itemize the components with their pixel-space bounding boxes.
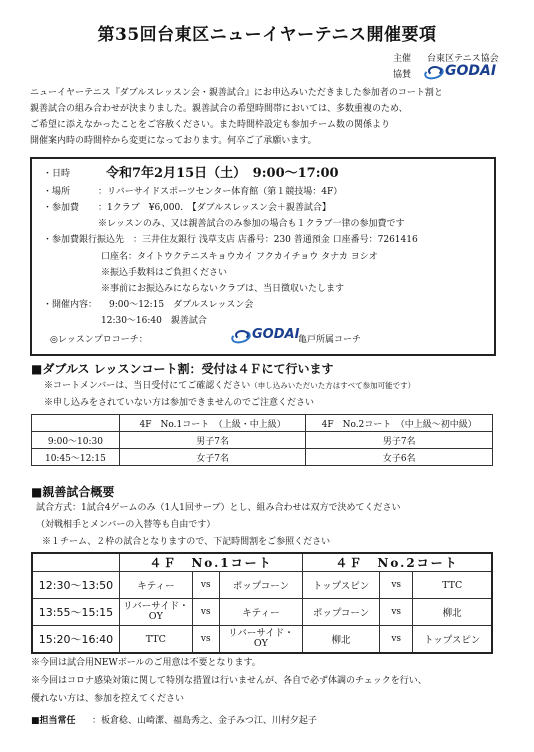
court-2-header: ４Ｆ No.2コート: [303, 553, 492, 572]
date-value: 令和7年2月15日（土） 9:00～17:00: [106, 166, 339, 181]
team-cell: TTC: [413, 572, 492, 599]
godai-logo: [424, 63, 496, 79]
table-row: [32, 432, 493, 449]
match-time: 12:30～13:50: [32, 572, 119, 599]
match-time: 13:55～15:15: [32, 599, 119, 626]
match-schedule-table: [31, 552, 493, 654]
vs-label: vs: [380, 572, 413, 599]
table-row: [32, 626, 492, 654]
table-cell: 男子7名: [306, 432, 493, 449]
team-cell: ポップコーン: [219, 572, 302, 599]
table-cell: 女子6名: [306, 449, 493, 466]
matches-line-3: ※１チーム、２枠の試合となりますので、下記時間割をご参照ください: [42, 537, 331, 547]
date-label: ・日時: [43, 169, 71, 179]
table-cell: 男子7名: [119, 432, 306, 449]
staff-names: ：板倉稔、山崎潔、福島秀之、金子みつ江、川村夕起子: [92, 716, 317, 726]
place-value: ：リバーサイドスポーツセンター体育館（第１競技場：4F）: [98, 187, 343, 197]
lesson-court-table: [31, 414, 493, 466]
note-health-2: 優れない方は、参加を控えてください: [31, 694, 185, 704]
team-cell: キティー: [219, 599, 302, 626]
bank-note-fee: ※振込手数料はご負担ください: [101, 268, 228, 278]
matches-line-2: （対戦相手とメンバーの入替等も自由です）: [36, 520, 216, 530]
fee-note: ※レッスンのみ、又は親善試合のみ参加の場合も１クラブ一律の参加費です: [98, 219, 405, 229]
lesson-note-1-main: ※コートメンバーは、当日受付にてご確認ください: [44, 381, 251, 391]
team-cell: トップスピン: [413, 626, 492, 654]
intro-line-4: 開催案内時の時間枠から変更になっております。何卒ご了承願います。: [30, 136, 317, 146]
team-cell: リバーサイド・OY: [219, 626, 302, 654]
staff-label: ■担当常任: [31, 716, 76, 726]
bank-account-name: 口座名：タイトウクテニスキョウカイ フクカイチョウ タナカ ヨシオ: [101, 252, 378, 262]
lesson-note-1-small: （申し込みいただいた方はすべて参加可能です）: [250, 381, 416, 390]
place-label: ・場所: [43, 187, 71, 197]
note-health-1: ※今回はコロナ感染対策に関して特別な措置は行いませんが、各自で必ず体調のチェックを行い、: [31, 676, 427, 686]
vs-label: vs: [192, 599, 219, 626]
vs-label: vs: [192, 626, 219, 654]
intro-line-2: 親善試合の組み合わせが決まりました。親善試合の希望時間帯においては、多数重複のため、: [30, 104, 408, 114]
table-header-row: [32, 415, 493, 432]
matches-line-1: 試合方式：1試合4ゲームのみ（1人1回サーブ）とし、組み合わせは双方で決めてください: [36, 503, 401, 513]
team-cell: キティー: [119, 572, 192, 599]
matches-heading: ■親善試合概要: [31, 485, 115, 499]
godai-logo-icon: [424, 65, 442, 77]
table-row: [32, 572, 492, 599]
table-header-cell: [32, 553, 119, 572]
bank-note-collect: ※事前にお振込みにならないクラブは、当日徴収いたします: [101, 284, 345, 294]
team-cell: ポップコーン: [303, 599, 380, 626]
note-ball: ※今回は試合用NEWボールのご用意は不要となります。: [31, 658, 261, 668]
table-row: [32, 449, 493, 466]
lesson-heading: ■ダブルス レッスンコート割：受付は４Ｆにて行います: [31, 362, 334, 376]
bank-label: ・参加費銀行振込先: [43, 235, 125, 245]
content-line-match: 12:30～16:40 親善試合: [101, 316, 207, 326]
table-header-cell: [32, 415, 120, 432]
fee-value: ：1クラブ ¥6,000. 【ダブルスレッスン会＋親善試合】: [98, 203, 331, 213]
table-row: [32, 599, 492, 626]
table-cell: 女子7名: [119, 449, 306, 466]
intro-line-3: ご希望に添えなかったことをご容赦ください。また時間枠設定も参加チーム数の関係より: [30, 120, 391, 130]
team-cell: 柳北: [303, 626, 380, 654]
team-cell: TTC: [119, 626, 192, 654]
godai-logo-icon: [231, 329, 249, 341]
lesson-note-1: [44, 378, 415, 391]
coach-godai-logo: [231, 327, 299, 342]
coach-label: ◎レッスンプロコーチ：: [50, 335, 148, 345]
table-header-cell: 4F No.2コート （中上級～初中級）: [306, 415, 493, 432]
fee-label: ・参加費: [43, 203, 80, 213]
coach-logo-text: GODAI: [252, 327, 300, 342]
team-cell: リバーサイド・OY: [119, 599, 192, 626]
vs-label: vs: [192, 572, 219, 599]
content-line-lesson: 9:00～12:15 ダブルスレッスン会: [109, 300, 254, 310]
lesson-note-2: ※申し込みをされていない方は参加できませんのでご注意ください: [44, 398, 315, 408]
team-cell: トップスピン: [303, 572, 380, 599]
intro-line-1: ニューイヤーテニス『ダブルスレッスン会・親善試合』にお申込みいただきました参加者のコート割と: [30, 88, 443, 98]
match-time: 15:20～16:40: [32, 626, 119, 654]
godai-logo-text: GODAI: [445, 63, 497, 79]
team-cell: 柳北: [413, 599, 492, 626]
supporter-label: 協賛: [393, 70, 412, 80]
table-cell-time: 9:00～10:30: [32, 432, 120, 449]
table-header-row: [32, 553, 492, 572]
table-header-cell: 4F No.1コート （上級・中上級）: [119, 415, 306, 432]
bank-value: ：三井住友銀行 浅草支店 店番号：230 普通預金 口座番号：7261416: [133, 235, 418, 245]
vs-label: vs: [380, 599, 413, 626]
vs-label: vs: [380, 626, 413, 654]
organizer-name: 台東区テニス協会: [427, 54, 499, 64]
page-title: 第35回台東区ニューイヤーテニス開催要項: [97, 25, 437, 45]
content-label: ・開催内容：: [43, 300, 98, 310]
coach-value: 亀戸所属コーチ: [298, 335, 362, 345]
court-1-header: ４Ｆ No.1コート: [119, 553, 302, 572]
organizer-label: 主催: [393, 54, 412, 64]
table-cell-time: 10:45～12:15: [32, 449, 120, 466]
